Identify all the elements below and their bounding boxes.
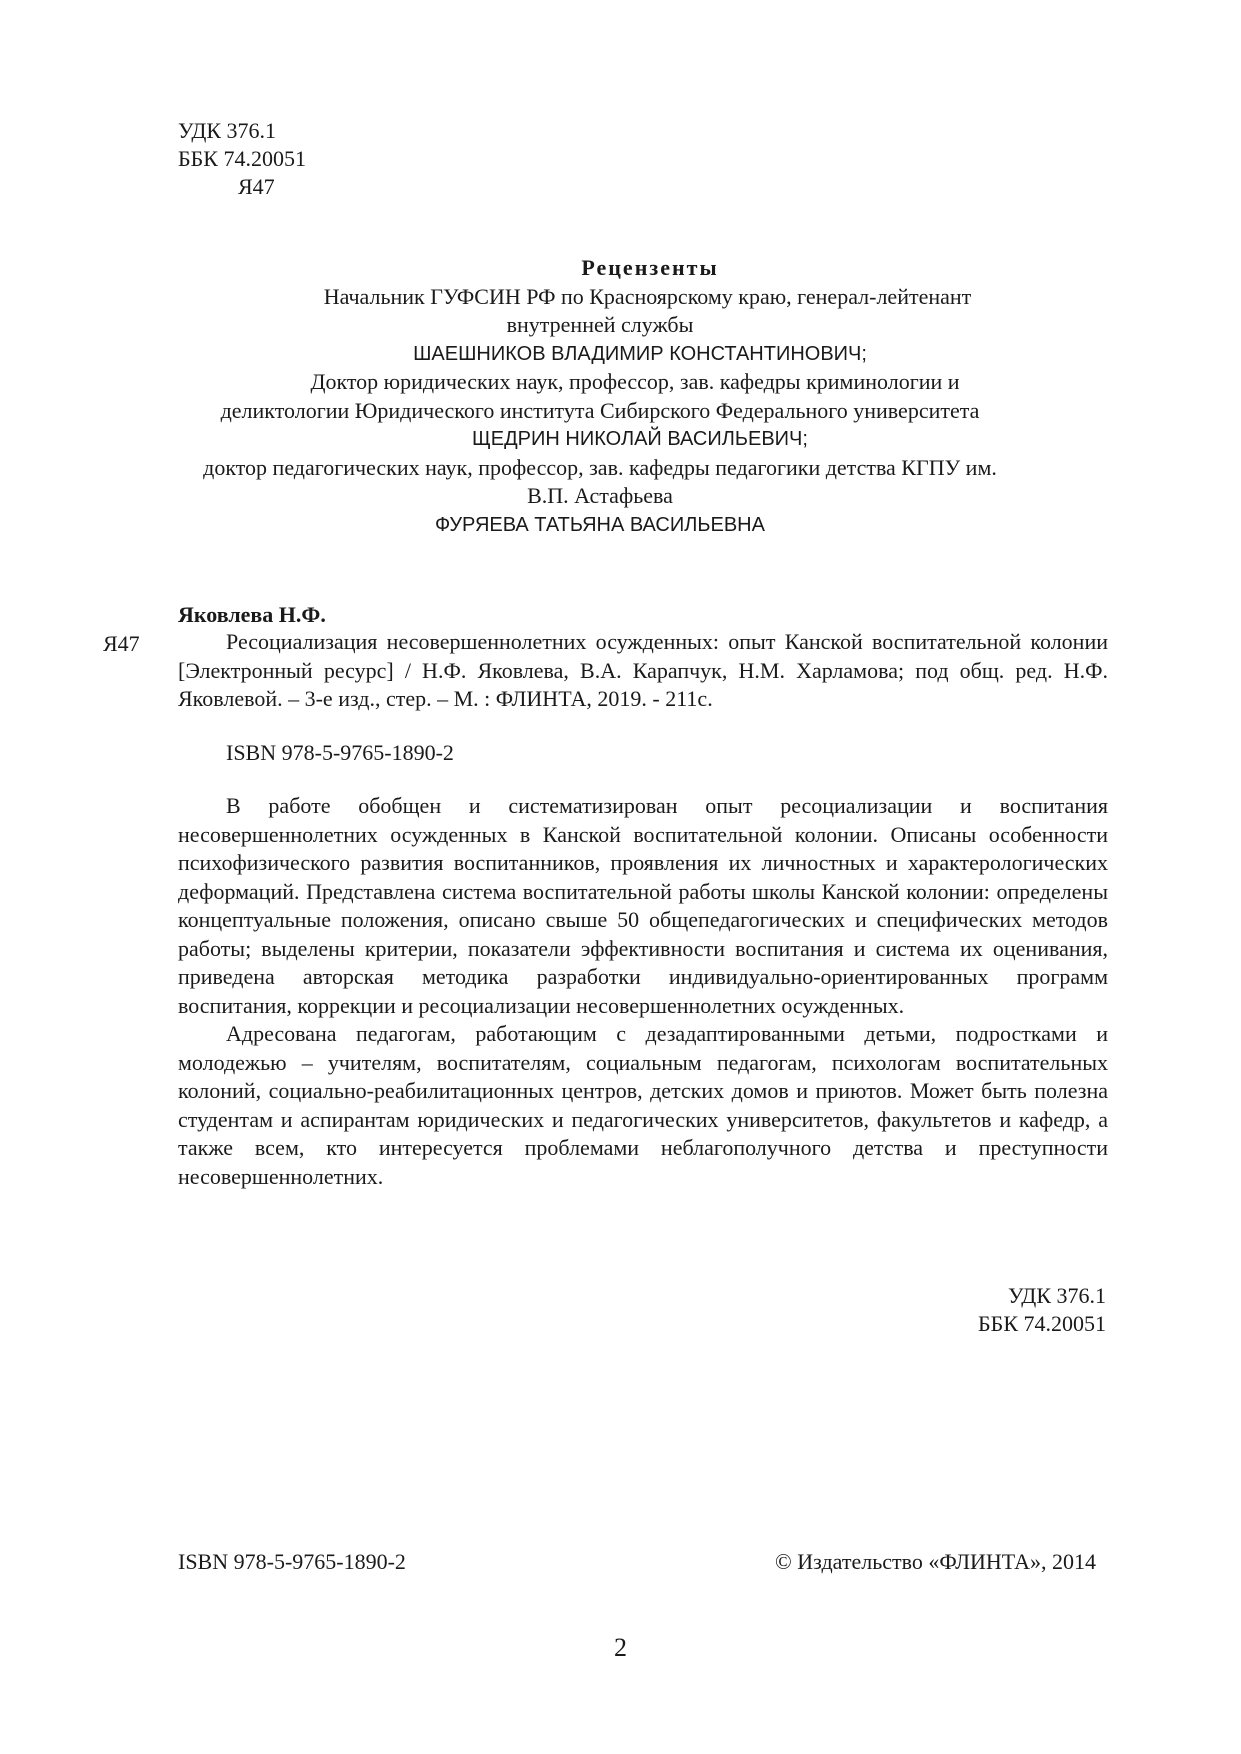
page-number: 2 <box>614 1633 627 1662</box>
udk-code: УДК 376.1 <box>178 118 277 143</box>
abstract-paragraph: В работе обобщен и систематизирован опыт ресоциализации и воспитания несовершеннолетних осужденных в Канской воспитательной колонии. Описаны особенности психофизического развития воспитанников, проявления их личностных и характерологических деформаций. Представлена система воспитательной работы школы Канской колонии: определены концептуальные положения, описано свыше 50 общепедагогических и специфических методов работы; выделены критерии, показатели эффективности воспитания и система их оценивания, приведена авторская методика разработки индивидуально-ориентированных программ воспитания, коррекции и ресоциализации несовершеннолетних осужденных. <box>178 793 1108 1018</box>
bbk-code-bottom: ББК 74.20051 <box>978 1311 1106 1336</box>
reviewer-2-position-cont: деликтологии Юридического института Сибирского Федерального университета <box>220 397 980 423</box>
copyright-notice: © Издательство «ФЛИНТА», 2014 <box>775 1549 1096 1574</box>
reviewer-3-position: доктор педагогических наук, профессор, зав. кафедры педагогики детства КГПУ им. <box>203 454 997 480</box>
top-classification-codes <box>178 117 306 201</box>
book-author: Яковлева Н.Ф. <box>178 602 326 627</box>
bibliographic-description: Ресоциализация несовершеннолетних осужденных: опыт Канской воспитательной колонии [Электронный ресурс] / Н.Ф. Яковлева, В.А. Карапчук, Н.М. Харламова; под общ. ред. Н.Ф. Яковлевой. – 3-е изд., стер. – М. : ФЛИНТА, 2019. - 211с. <box>178 629 1108 711</box>
abstract <box>178 792 1108 1191</box>
isbn-reference: ISBN 978-5-9765-1890-2 <box>226 740 454 765</box>
reviewer-2-name: ЩЕДРИН НИКОЛАЙ ВАСИЛЬЕВИЧ; <box>472 428 808 450</box>
reviewer-2-position: Доктор юридических наук, профессор, зав. кафедры криминологии и <box>310 369 960 394</box>
audience-paragraph: Адресована педагогам, работающим с дезадаптированными детьми, подростками и молодежью – учителям, воспитателям, социальным педагогам, психологам воспитательных колоний, социально-реабилитационных центров, детских домов и приютов. Может быть полезна студентам и аспирантам юридических и педагогических университетов, факультетов и кафедр, а также всем, кто интересуется проблемами неблагополучного детства и преступности несовершеннолетних. <box>178 1021 1108 1189</box>
margin-author-mark: Я47 <box>103 631 140 656</box>
footer-isbn: ISBN 978-5-9765-1890-2 <box>178 1549 406 1574</box>
bottom-classification-codes <box>978 1282 1106 1338</box>
reviewer-3-name: ФУРЯЕВА ТАТЬЯНА ВАСИЛЬЕВНА <box>435 513 765 536</box>
reviewer-1-position: Начальник ГУФСИН РФ по Красноярскому краю, генерал-лейтенант <box>323 283 972 309</box>
reviewer-1-position-cont: внутренней службы <box>506 312 694 337</box>
reviewers-title: Рецензенты <box>581 255 719 280</box>
reviewers-section <box>150 254 1050 539</box>
reviewer-3-position-cont: В.П. Астафьева <box>527 483 673 508</box>
udk-code-bottom: УДК 376.1 <box>1007 1283 1106 1308</box>
reviewer-1-name: ШАЕШНИКОВ ВЛАДИМИР КОНСТАНТИНОВИЧ; <box>413 342 867 365</box>
bbk-code: ББК 74.20051 <box>178 146 306 171</box>
author-mark: Я47 <box>238 174 275 199</box>
